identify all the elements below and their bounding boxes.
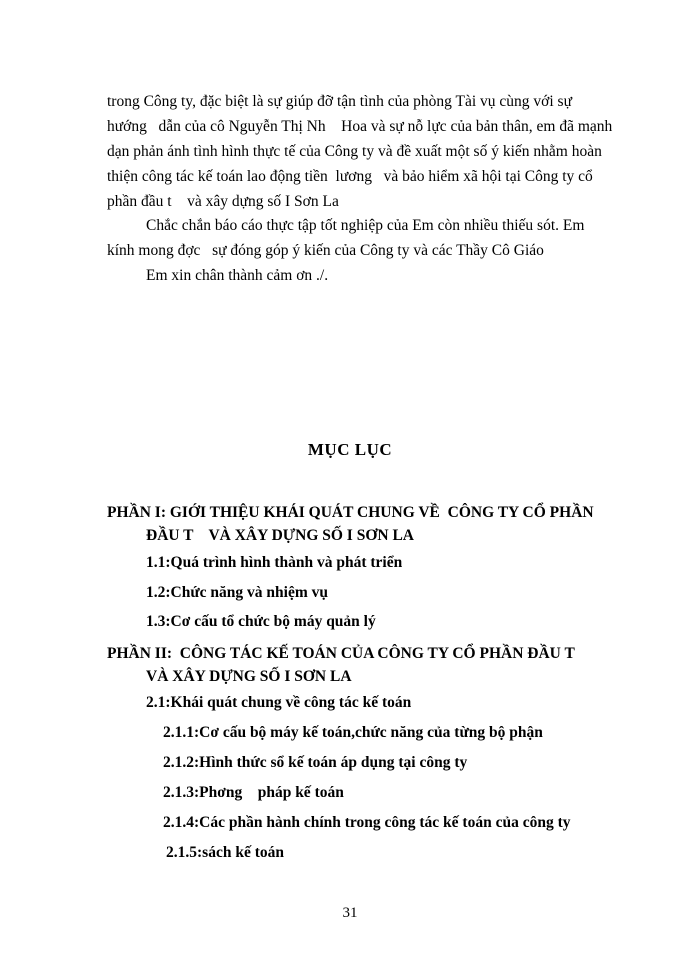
- paragraph-1-line-5: phần đầu t và xây dựng số I Sơn La: [107, 193, 339, 210]
- paragraph-1-line-4: thiện công tác kế toán lao động tiền lương và bảo hiểm xã hội tại Công ty cổ: [107, 168, 593, 185]
- toc-part-2-line-1: PHẦN II: CÔNG TÁC KẾ TOÁN CỦA CÔNG TY CỔ PHẦN ĐẦU T: [107, 645, 575, 662]
- page-number: 31: [342, 905, 358, 921]
- paragraph-2-line-2: kính mong đợc sự đóng góp ý kiến của Công ty và các Thầy Cô Giáo: [107, 242, 544, 259]
- toc-item-2-1-2: 2.1.2:Hình thức sổ kế toán áp dụng tại công ty: [163, 754, 468, 771]
- toc-item-1-1: 1.1:Quá trình hình thành và phát triển: [146, 554, 403, 571]
- toc-item-2-1-3: 2.1.3:Phơng pháp kế toán: [163, 784, 344, 801]
- toc-item-2-1: 2.1:Khái quát chung về công tác kế toán: [146, 694, 412, 711]
- paragraph-1-line-2: hướng dẫn của cô Nguyễn Thị Nh Hoa và sự nỗ lực của bản thân, em đã mạnh: [107, 118, 613, 135]
- toc-part-1-line-1: PHẦN I: GIỚI THIỆU KHÁI QUÁT CHUNG VỀ CÔNG TY CỔ PHẦN: [107, 504, 594, 521]
- toc-item-2-1-1: 2.1.1:Cơ cấu bộ máy kế toán,chức năng của từng bộ phận: [163, 724, 543, 741]
- paragraph-1-line-3: dạn phản ánh tình hình thực tế của Công ty và đề xuất một số ý kiến nhằm hoàn: [107, 143, 602, 160]
- toc-item-1-2: 1.2:Chức năng và nhiệm vụ: [146, 584, 328, 601]
- paragraph-1-line-1: trong Công ty, đặc biệt là sự giúp đỡ tận tình của phòng Tài vụ cùng với sự: [107, 93, 572, 110]
- toc-item-2-1-5: 2.1.5:sách kế toán: [166, 844, 284, 861]
- toc-item-1-3: 1.3:Cơ cấu tổ chức bộ máy quản lý: [146, 613, 376, 630]
- toc-part-2-line-2: VÀ XÂY DỰNG SỐ I SƠN LA: [146, 668, 352, 685]
- toc-title: MỤC LỤC: [307, 440, 393, 459]
- toc-part-1-line-2: ĐẦU T VÀ XÂY DỰNG SỐ I SƠN LA: [146, 527, 414, 544]
- toc-item-2-1-4: 2.1.4:Các phần hành chính trong công tác kế toán của công ty: [163, 814, 571, 831]
- paragraph-2-line-1: Chắc chắn báo cáo thực tập tốt nghiệp của Em còn nhiều thiếu sót. Em: [146, 217, 585, 234]
- closing-line: Em xin chân thành cảm ơn ./.: [146, 267, 329, 284]
